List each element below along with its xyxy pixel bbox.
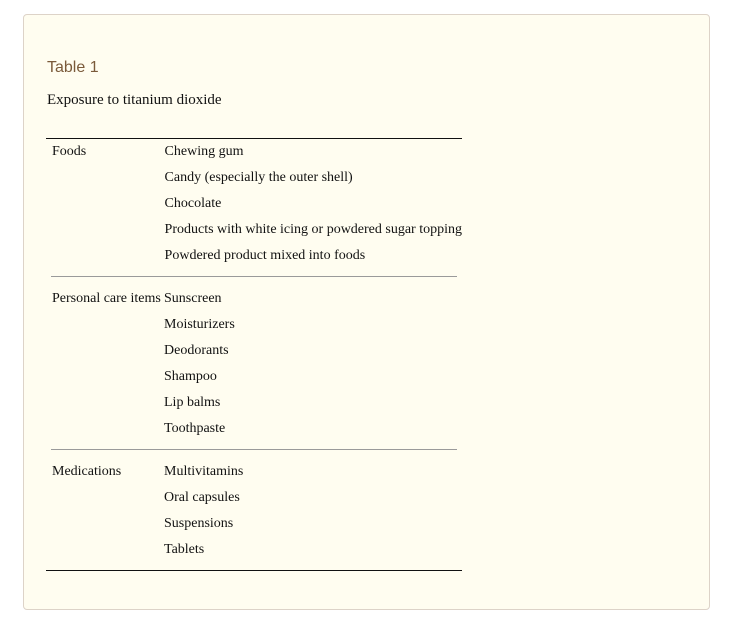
list-item: Multivitamins — [164, 464, 244, 479]
category-cell: Foods — [52, 144, 87, 159]
list-item: Sunscreen — [164, 291, 222, 306]
list-item: Suspensions — [164, 516, 234, 531]
category-cell: Personal care items — [52, 291, 161, 306]
table-group-foods — [46, 139, 462, 276]
list-item: Lip balms — [164, 395, 221, 410]
list-item: Chocolate — [164, 196, 222, 211]
list-item: Candy (especially the outer shell) — [164, 170, 353, 185]
table-label: Table 1 — [47, 59, 99, 76]
items-cell — [164, 286, 235, 442]
table-container — [23, 14, 710, 610]
list-item: Products with white icing or powdered sugar topping — [164, 222, 462, 237]
list-item: Moisturizers — [164, 317, 235, 332]
list-item: Chewing gum — [164, 144, 244, 159]
exposure-table — [46, 138, 462, 571]
list-item: Tablets — [164, 542, 205, 557]
items-cell — [164, 459, 243, 563]
list-item: Powdered product mixed into foods — [164, 248, 366, 263]
items-cell — [165, 139, 462, 269]
table-caption: Exposure to titanium dioxide — [47, 92, 222, 108]
table-group-personal-care — [51, 276, 457, 449]
list-item: Toothpaste — [164, 421, 226, 436]
category-cell: Medications — [52, 464, 122, 479]
list-item: Shampoo — [164, 369, 217, 384]
table-group-medications — [51, 449, 457, 570]
list-item: Deodorants — [164, 343, 229, 358]
list-item: Oral capsules — [164, 490, 240, 505]
